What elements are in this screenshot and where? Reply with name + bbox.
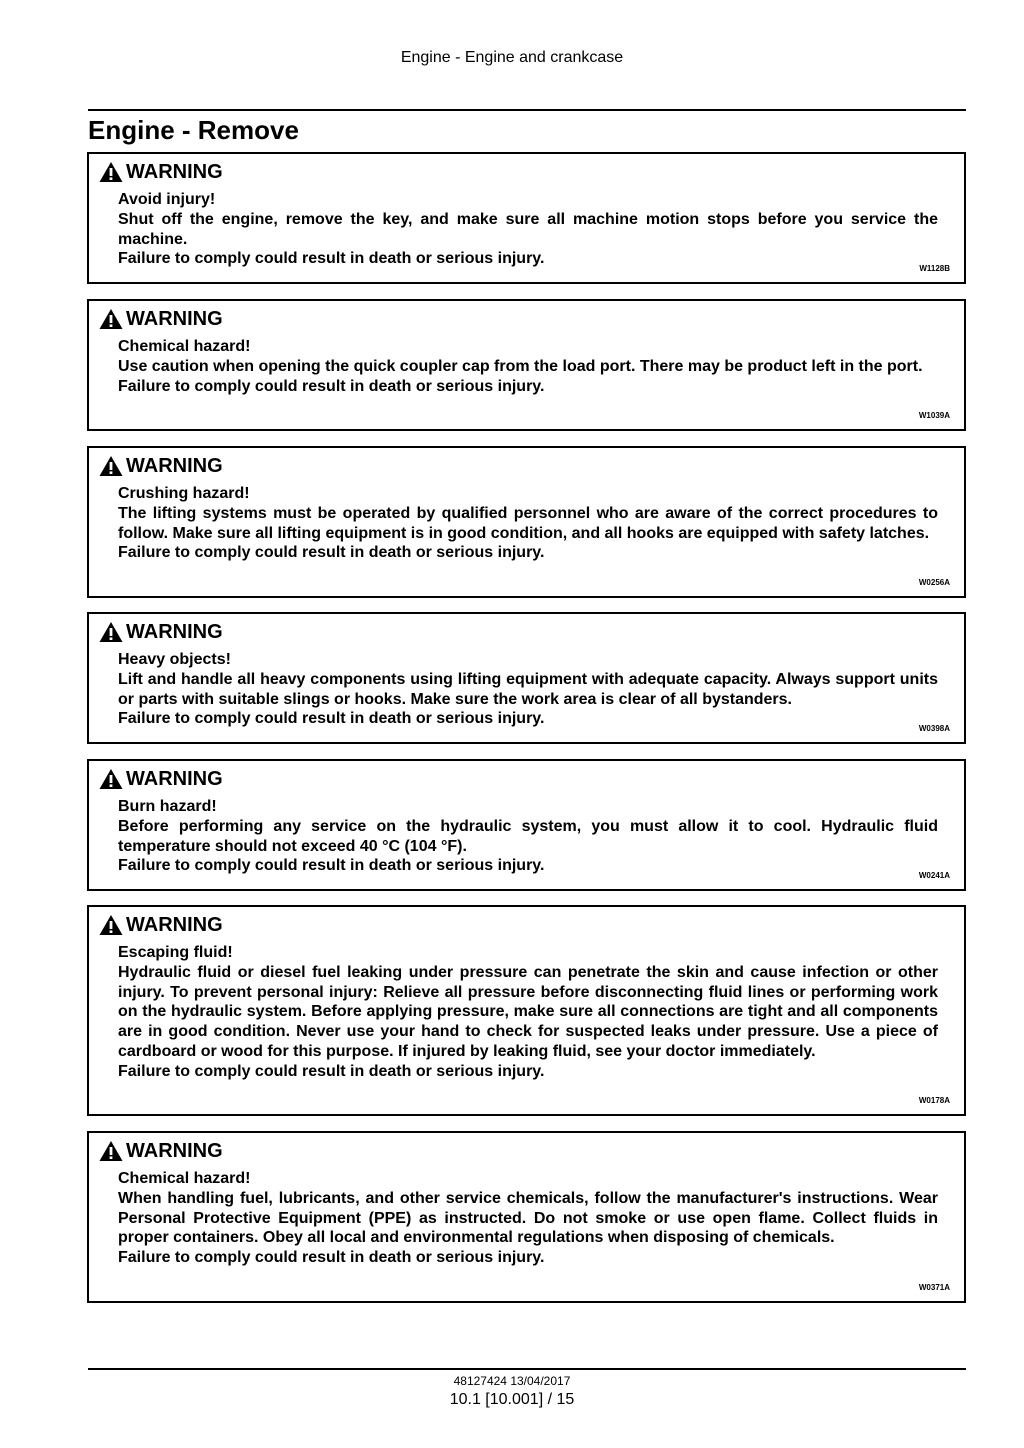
warning-hazard: Burn hazard! — [118, 798, 217, 815]
warning-header — [99, 767, 223, 791]
warning-title: WARNING — [126, 161, 223, 183]
warning-code: W0398A — [918, 724, 950, 733]
warning-title: WARNING — [126, 1140, 223, 1162]
warning-hazard: Escaping fluid! — [118, 944, 233, 961]
warning-title: WARNING — [126, 768, 223, 790]
warning-text: Before performing any service on the hydraulic system, you must allow it to cool. Hydraulic fluid temperature should not exceed 40 °C (104 °F). — [118, 817, 938, 855]
warning-box-heavy-objects — [87, 612, 966, 744]
warning-consequence: Failure to comply could result in death or serious injury. — [118, 857, 545, 875]
warning-consequence: Failure to comply could result in death or serious injury. — [118, 1062, 545, 1080]
warning-body — [118, 797, 938, 876]
warning-header — [99, 307, 223, 331]
warning-hazard: Chemical hazard! — [118, 338, 251, 355]
warning-text: Shut off the engine, remove the key, and make sure all machine motion stops before you service the machine. — [118, 210, 938, 248]
warning-box-escaping-fluid — [87, 905, 966, 1116]
warning-header — [99, 913, 223, 937]
warning-triangle-icon — [99, 914, 123, 936]
page-title: Engine - Remove — [88, 115, 299, 145]
warning-consequence: Failure to comply could result in death or serious injury. — [118, 377, 545, 395]
warning-body — [118, 484, 938, 563]
warning-code: W1128B — [919, 264, 950, 273]
warning-hazard: Heavy objects! — [118, 651, 231, 668]
warning-consequence: Failure to comply could result in death or serious injury. — [118, 1249, 545, 1267]
warning-triangle-icon — [99, 308, 123, 330]
warning-triangle-icon — [99, 161, 123, 183]
warning-triangle-icon — [99, 1140, 123, 1162]
warning-text: When handling fuel, lubricants, and other service chemicals, follow the manufacturer's instructions. Wear Personal Protective Equipment (PPE) as instructed. Do not smoke or use open flame. Collect fluids in proper containers. Obey all local and environmental regulations when disposing of chemicals. — [118, 1189, 938, 1247]
warning-triangle-icon — [99, 768, 123, 790]
warning-consequence: Failure to comply could result in death or serious injury. — [118, 544, 545, 562]
warning-body — [118, 337, 938, 396]
warning-consequence: Failure to comply could result in death or serious injury. — [118, 710, 545, 728]
warning-code: W0241A — [918, 871, 950, 880]
warning-text: Lift and handle all heavy components using lifting equipment with adequate capacity. Always support units or parts with suitable slings or hooks. Make sure the work area is clear of all bystanders. — [118, 670, 938, 708]
warning-box-burn-hazard — [87, 759, 966, 891]
running-header: Engine - Engine and crankcase — [400, 49, 624, 66]
warning-box-avoid-injury — [87, 152, 966, 284]
warning-title: WARNING — [126, 914, 223, 936]
page-number: 10.1 [10.001] / 15 — [449, 1391, 575, 1408]
footer-divider — [88, 1368, 966, 1370]
warning-box-chemical-hazard — [87, 299, 966, 431]
warning-hazard: Chemical hazard! — [118, 1170, 251, 1187]
warning-title: WARNING — [126, 308, 223, 330]
warning-hazard: Crushing hazard! — [118, 485, 250, 502]
warning-title: WARNING — [126, 455, 223, 477]
warning-body — [118, 943, 938, 1082]
warning-text: Use caution when opening the quick coupler cap from the load port. There may be product left in the port. — [118, 357, 923, 375]
warning-text: Hydraulic fluid or diesel fuel leaking under pressure can penetrate the skin and cause infection or other injury. To prevent personal injury: Relieve all pressure before disconnecting fluid lines or performing work on the hydraulic system. Before applying pressure, make sure all connections are tight and all components are in good condition. Never use your hand to check for suspected leaks under pressure. Use a piece of cardboard or wood for this purpose. If injured by leaking fluid, see your doctor immediately. — [118, 963, 938, 1060]
warning-code: W0256A — [918, 578, 950, 587]
warning-hazard: Avoid injury! — [118, 191, 216, 208]
warning-triangle-icon — [99, 455, 123, 477]
warning-header — [99, 620, 223, 644]
document-reference: 48127424 13/04/2017 — [453, 1374, 571, 1388]
warning-title: WARNING — [126, 621, 223, 643]
warning-header — [99, 454, 223, 478]
warning-box-chemical-hazard-service — [87, 1131, 966, 1303]
warning-header — [99, 1139, 223, 1163]
warning-text: The lifting systems must be operated by qualified personnel who are aware of the correct procedures to follow. Make sure all lifting equipment is in good condition, and all hooks are equipped with safety latches. — [118, 504, 938, 542]
warning-body — [118, 1169, 938, 1268]
warning-code: W0371A — [918, 1283, 950, 1292]
warning-header — [99, 160, 223, 184]
warning-triangle-icon — [99, 621, 123, 643]
warning-box-crushing-hazard — [87, 446, 966, 598]
warning-body — [118, 190, 938, 269]
warning-code: W1039A — [918, 411, 950, 420]
warning-consequence: Failure to comply could result in death or serious injury. — [118, 250, 545, 268]
warning-body — [118, 650, 938, 729]
warning-code: W0178A — [918, 1096, 950, 1105]
header-divider — [88, 109, 966, 111]
